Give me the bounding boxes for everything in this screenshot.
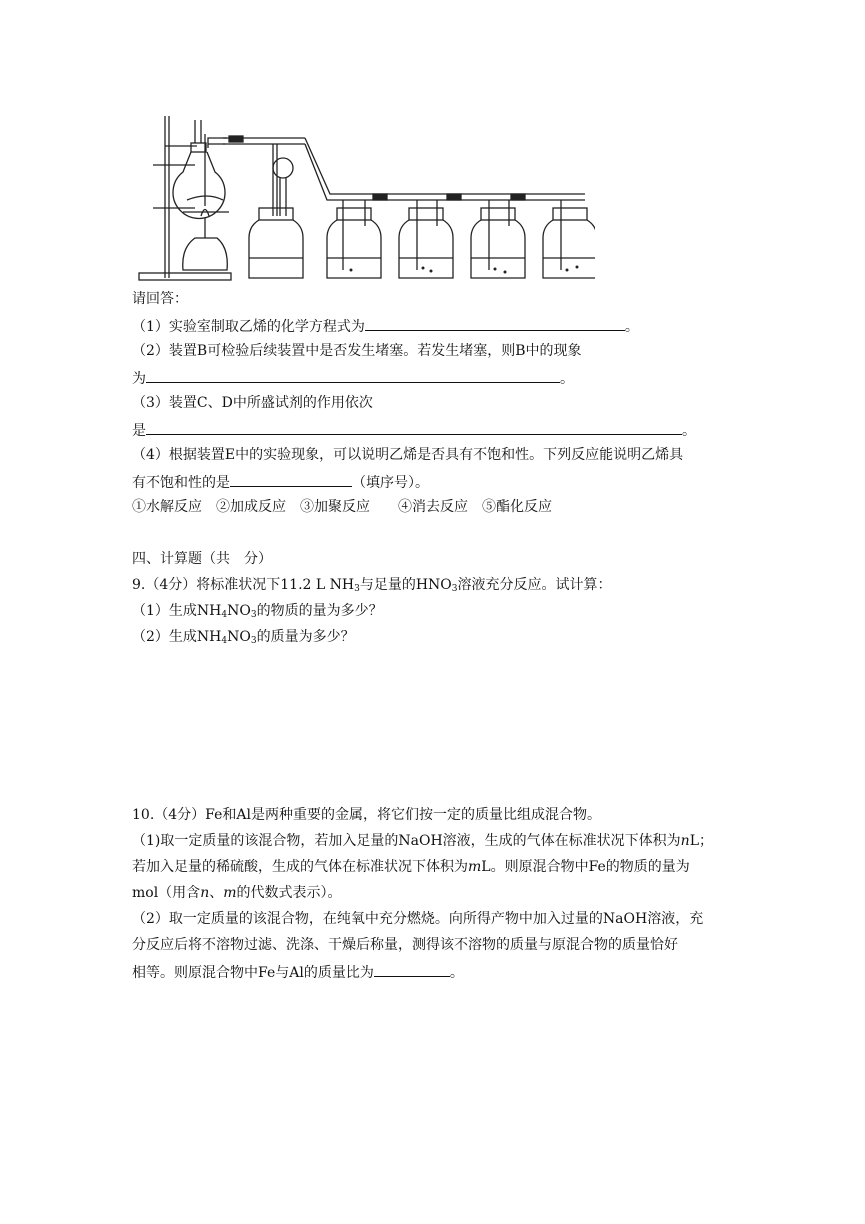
q8-part4-line1: （4）根据装置E中的实验现象，可以说明乙烯是否具有不饱和性。下列反应能说明乙烯具: [132, 447, 684, 463]
flask-a: [173, 120, 225, 218]
bottle-f: [543, 200, 595, 278]
q10-part2-line1: （2）取一定质量的该混合物，在纯氧中充分燃烧。向所得产物中加入过量的NaOH溶液，充: [132, 911, 704, 927]
option-4: ④消去反应: [398, 499, 468, 515]
q8-options: [132, 497, 552, 517]
section-title: 四、计算题（共 分）: [132, 551, 272, 567]
q10-stem: 10.（4分）Fe和Al是两种重要的金属，将它们按一定的质量比组成混合物。: [132, 807, 601, 823]
q9-part2: （2）生成$NH_4NO_3$的质量为多少？: [132, 629, 355, 646]
q10-part1-line1: （1)取一定质量的该混合物，若加入足量的NaOH溶液，生成的气体在标准状况下体积为nL；: [132, 833, 713, 849]
q8-part4-line2: 有不饱和性的是 （填序号）。: [132, 471, 429, 493]
option-2: ②加成反应: [216, 499, 286, 515]
alcohol-burner: [183, 210, 229, 271]
bottle-d: [399, 200, 453, 278]
option-3: ③加聚反应: [300, 499, 370, 515]
q10-part2-line2: 分反应后将不溶物过滤、洗涤、干燥后称量，测得该不溶物的质量与原混合物的质量恰好: [132, 937, 678, 953]
q9-stem: 9.（4分）将标准状况下11.2 L $NH_3$与足量的$HNO_3$溶液充分反应。试计算：: [132, 577, 612, 594]
bottle-b: [249, 208, 303, 278]
q8-part3-line1: （3）装置C、D中所盛试剂的作用依次: [132, 395, 373, 411]
q10-part1-line3: mol（用含n、m的代数式表示）。: [132, 885, 342, 901]
q8-part2-line1: （2）装置B可检验后续装置中是否发生堵塞。若发生堵塞，则B中的现象: [132, 343, 582, 359]
tubing: [208, 136, 585, 216]
q8-part3-line2: 是 。: [132, 419, 696, 441]
answer-blank[interactable]: [365, 315, 625, 331]
q9-part1: （1）生成$NH_4NO_3$的物质的量为多少？: [132, 603, 383, 620]
q10-part1-line2: 若加入足量的稀硫酸，生成的气体在标准状况下体积为mL。则原混合物中Fe的物质的量为: [132, 859, 690, 875]
intro-text: 请回答：: [132, 291, 188, 307]
q8-part2-line2: 为 。: [132, 367, 574, 389]
option-5: ⑤酯化反应: [482, 499, 552, 515]
answer-blank[interactable]: [230, 471, 352, 487]
bottle-e: [471, 200, 525, 278]
apparatus-diagram: [125, 108, 595, 286]
q10-part2-line3: 相等。则原混合物中Fe与Al的质量比为 。: [132, 961, 464, 983]
q8-part1: （1）实验室制取乙烯的化学方程式为 。: [132, 315, 639, 337]
answer-blank[interactable]: [146, 419, 682, 435]
bottle-c: [327, 200, 381, 278]
answer-blank[interactable]: [374, 961, 450, 977]
option-1: ①水解反应: [132, 499, 202, 515]
funnel-b: [273, 158, 293, 216]
answer-blank[interactable]: [146, 367, 560, 383]
